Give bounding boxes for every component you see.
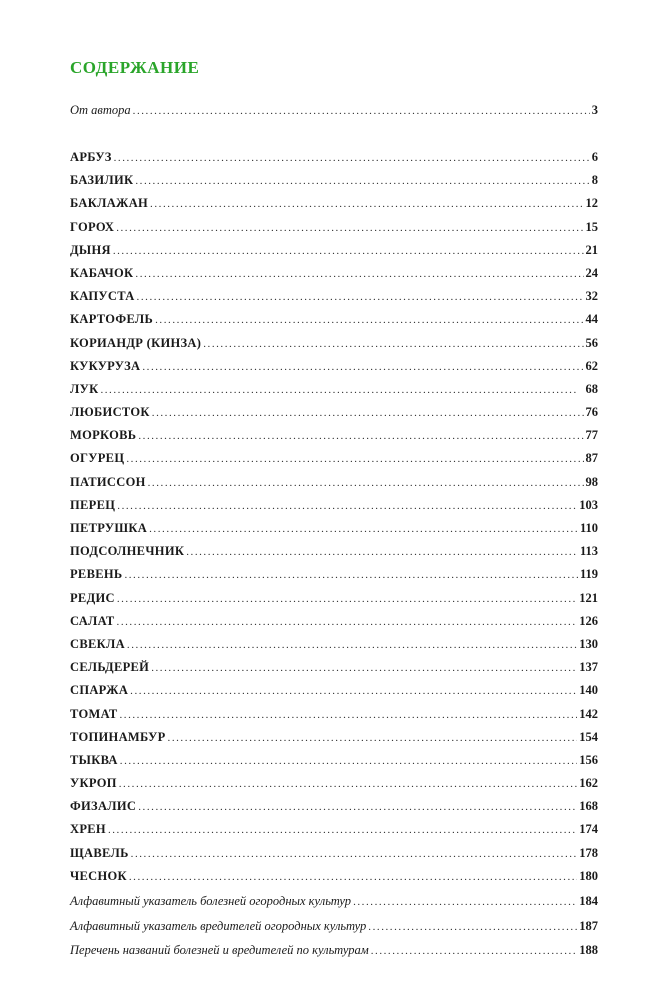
toc-leader-dots [114,147,590,170]
toc-entry-name: УКРОП [70,776,117,791]
toc-leader-dots [129,866,577,889]
toc-leader-dots [149,518,578,541]
toc-entry-page: 188 [579,943,598,957]
toc-entry-page: 154 [579,729,598,744]
toc-leader-dots [371,939,578,964]
toc-entry[interactable] [70,308,598,331]
toc-leader-dots [368,915,577,940]
toc-entry[interactable] [70,795,598,818]
toc-entry[interactable] [70,355,598,378]
toc-entry-name: МОРКОВЬ [70,428,137,443]
toc-entry-page: 68 [585,381,598,396]
toc-entry-name: АРБУЗ [70,150,112,164]
toc-entry-page: 8 [591,173,598,188]
toc-leader-dots [148,472,584,495]
toc-entry-name: ДЫНЯ [70,242,111,257]
toc-entry-page: 121 [579,590,598,605]
toc-entry-name: ТОПИНАМБУР [70,729,166,744]
toc-entry[interactable] [70,679,598,702]
toc-leader-dots [131,843,578,866]
toc-entry-page: 21 [585,242,598,257]
toc-leader-dots [186,541,578,564]
toc-entry-page: 162 [579,776,598,791]
toc-entry-page: 15 [585,219,598,234]
toc-entry-page: 3 [591,103,598,117]
toc-entry-page: 174 [579,822,598,837]
toc-entry-name: КАРТОФЕЛЬ [70,312,154,327]
toc-leader-dots [152,402,584,425]
toc-entry-name: ЛУК [70,381,99,396]
toc-entry[interactable] [70,563,598,586]
toc-leader-dots [135,263,583,286]
toc-leader-dots [117,611,578,634]
toc-entry[interactable] [70,818,598,841]
toc-entry-name: Алфавитный указатель болезней огородных культур [70,894,352,908]
toc-entry-name: ЩАВЕЛЬ [70,845,129,860]
toc-entry[interactable] [70,726,598,749]
toc-entry-page: 156 [579,752,598,767]
toc-indexes-list [70,889,598,963]
toc-entry-name: СЕЛЬДЕРЕЙ [70,660,150,675]
toc-entry-name: ПЕТРУШКА [70,521,148,535]
toc-entry[interactable] [70,517,598,540]
toc-leader-dots [353,890,577,915]
toc-entry-name: ОГУРЕЦ [70,451,125,466]
toc-entry[interactable] [70,262,598,285]
toc-entry-name: ГОРОХ [70,219,115,234]
toc-leader-dots [117,588,577,611]
toc-entry-name: БАЗИЛИК [70,173,134,188]
toc-entry-name: САЛАТ [70,613,115,628]
toc-entry[interactable] [70,378,598,401]
toc-entry[interactable] [70,216,598,239]
toc-entry-name: ТОМАТ [70,706,118,721]
toc-leader-dots [138,425,583,448]
toc-leader-dots [203,333,583,356]
toc-entry-name: ЛЮБИСТОК [70,405,150,420]
toc-entry-name: ХРЕН [70,822,106,837]
toc-leader-dots [120,750,577,773]
toc-entry-name: КУКУРУЗА [70,358,141,373]
toc-entry-name: От автора [70,103,131,117]
toc-entry[interactable] [70,889,598,914]
toc-entry-page: 44 [585,312,598,327]
toc-entry[interactable] [70,749,598,772]
toc-leader-dots [117,495,577,518]
toc-entry-page: 119 [579,567,598,582]
toc-entry-page: 32 [585,289,598,304]
toc-entry[interactable] [70,332,598,355]
toc-entry[interactable] [70,494,598,517]
toc-entry-page: 24 [585,265,598,280]
toc-entry-page: 178 [579,845,598,860]
toc-entry-name: РЕВЕНЬ [70,567,123,582]
toc-leader-dots [100,379,583,402]
toc-entry-page: 12 [585,196,598,211]
toc-entry-name: ЧЕСНОК [70,868,127,883]
toc-entry[interactable] [70,424,598,447]
toc-entry[interactable] [70,842,598,865]
toc-entry-page: 56 [585,335,598,350]
toc-entry-page: 142 [579,706,598,721]
toc-leader-dots [108,819,577,842]
toc-entry-page: 62 [585,358,598,373]
toc-entry-page: 140 [579,683,598,698]
toc-entry-page: 180 [579,868,598,883]
toc-leader-dots [127,634,577,657]
toc-entry-page: 130 [579,636,598,651]
toc-entry[interactable] [70,169,598,192]
toc-entry[interactable] [70,703,598,726]
toc-entry-name: ПОДСОЛНЕЧНИК [70,544,185,559]
toc-leader-dots [133,100,590,123]
toc-entry-page: 110 [579,521,598,535]
toc-leader-dots [135,170,589,193]
toc-leader-dots [130,680,577,703]
toc-entry-name: КОРИАНДР (КИНЗА) [70,335,202,350]
toc-leader-dots [126,448,583,471]
toc-entry[interactable] [70,656,598,679]
toc-leader-dots [155,309,583,332]
toc-leader-dots [119,704,577,727]
toc-entry-page: 187 [579,918,598,933]
toc-entry-name: Алфавитный указатель вредителей огородных культур [70,918,367,933]
toc-entry[interactable] [70,401,598,424]
toc-entry[interactable] [70,914,598,939]
toc-leader-dots [119,773,578,796]
toc-chapters-list [70,146,598,888]
toc-entry-author[interactable] [70,99,598,122]
toc-leader-dots [151,657,577,680]
toc-leader-dots [168,727,578,750]
toc-entry-name: ПЕРЕЦ [70,497,116,512]
toc-entry[interactable] [70,285,598,308]
toc-entry-name: ПАТИССОН [70,474,146,489]
toc-entry-name: СВЕКЛА [70,636,125,651]
toc-leader-dots [142,356,583,379]
toc-entry[interactable] [70,633,598,656]
toc-entry-page: 184 [579,894,598,908]
toc-entry[interactable] [70,540,598,563]
toc-entry-page: 113 [579,544,598,559]
toc-entry[interactable] [70,192,598,215]
toc-entry-page: 126 [579,613,598,628]
toc-entry[interactable] [70,938,598,963]
toc-entry-name: ТЫКВА [70,752,118,767]
toc-entry-page: 98 [585,474,598,489]
toc-entry[interactable] [70,610,598,633]
toc-entry-name: БАКЛАЖАН [70,196,149,211]
toc-entry[interactable] [70,239,598,262]
toc-entry-name: Перечень названий болезней и вредителей по культурам [70,943,369,957]
toc-author-section [70,99,598,122]
toc-entry[interactable] [70,471,598,494]
toc-entry-name: КАБАЧОК [70,265,134,280]
toc-entry-page: 76 [585,405,598,420]
toc-entry-page: 168 [579,799,598,814]
toc-entry-page: 137 [579,660,598,675]
toc-entry-name: КАПУСТА [70,289,135,304]
toc-entry[interactable] [70,447,598,470]
toc-entry-page: 6 [591,150,598,164]
toc-entry[interactable] [70,865,598,888]
toc-entry-name: ФИЗАЛИС [70,799,137,814]
toc-entry-name: РЕДИС [70,590,115,605]
toc-leader-dots [113,240,584,263]
toc-entry-page: 77 [585,428,598,443]
toc-title: СОДЕРЖАНИЕ [70,58,200,77]
toc-entry-name: СПАРЖА [70,683,129,698]
toc-leader-dots [137,286,584,309]
toc-entry-page: 87 [585,451,598,466]
toc-entry[interactable] [70,146,598,169]
toc-leader-dots [138,796,577,819]
toc-entry[interactable] [70,772,598,795]
toc-entry[interactable] [70,587,598,610]
toc-entry-page: 103 [579,497,598,512]
toc-leader-dots [116,217,583,240]
toc-leader-dots [124,564,578,587]
toc-leader-dots [150,193,583,216]
